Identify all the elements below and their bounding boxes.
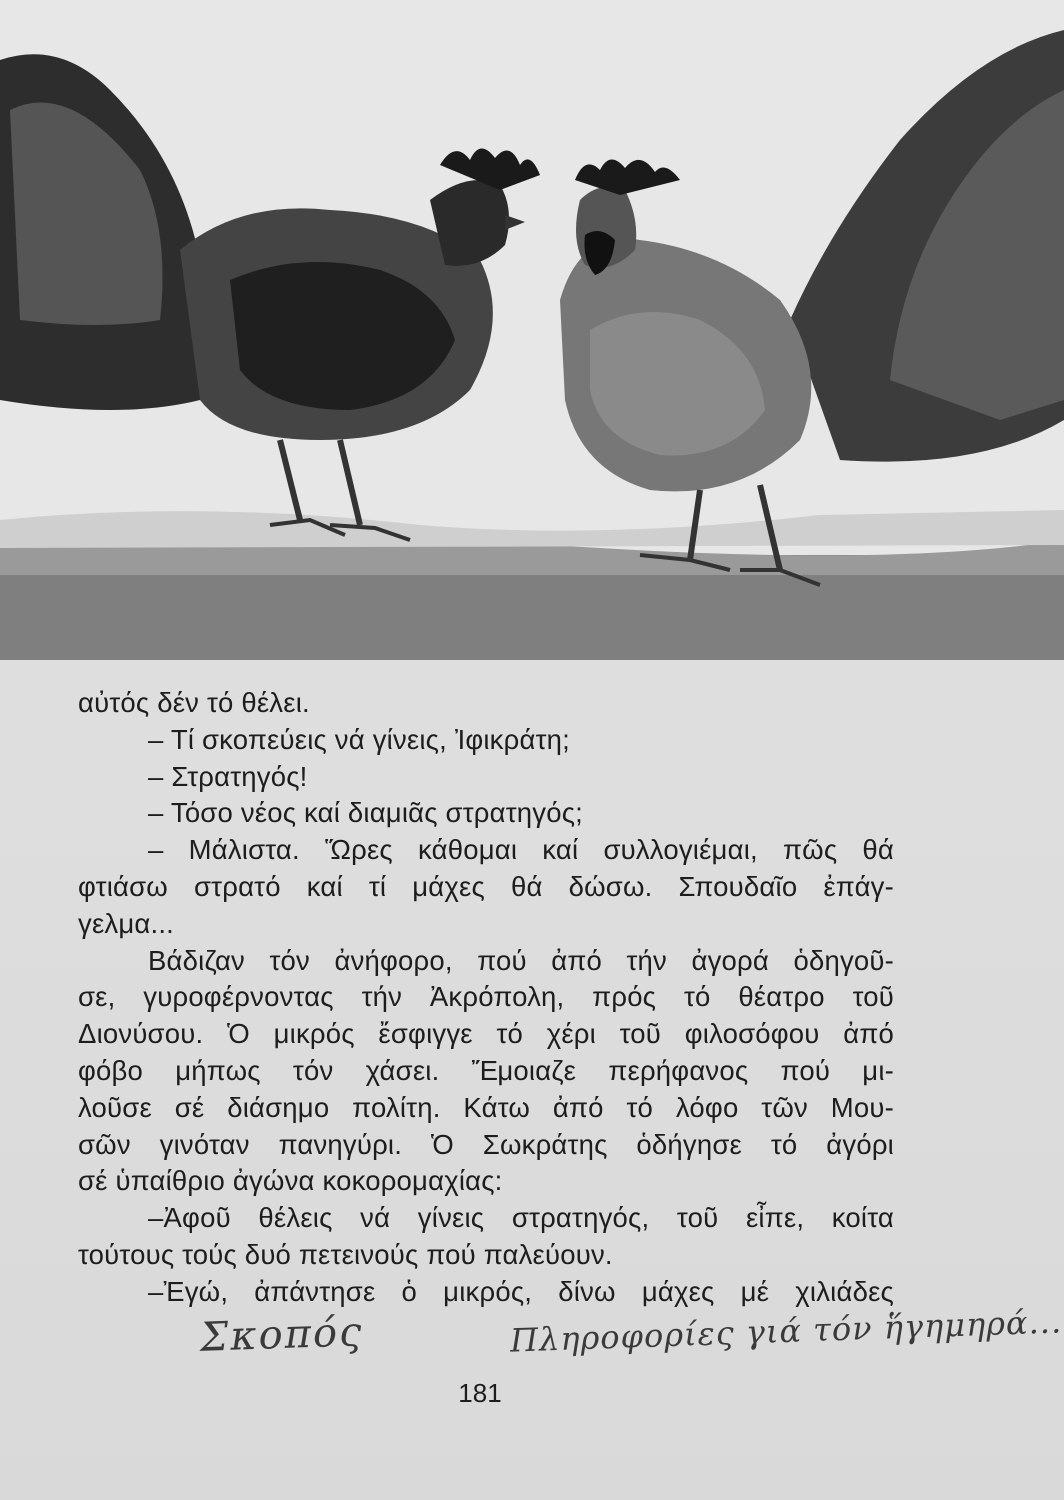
dialogue-line: – Τόσο νέος καί διαμιᾶς στρατηγός; bbox=[148, 797, 584, 829]
text-line: τούτους τούς δυό πετεινούς πού παλεύουν. bbox=[78, 1238, 613, 1270]
paragraph-line: Βάδιζαν τόν ἀνήφορο, πού ἀπό τήν ἀγορά ὁδηγοῦ- bbox=[148, 944, 894, 976]
dialogue-line: –Ἐγώ, ἀπάντησε ὁ μικρός, δίνω μάχες μέ χιλιάδες bbox=[148, 1275, 894, 1307]
page-number: 181 bbox=[458, 1378, 502, 1408]
dialogue-line: –Ἀφοῦ θέλεις νά γίνεις στρατηγός, τοῦ εἶπε, κοίτα bbox=[148, 1202, 894, 1234]
roosters-illustration bbox=[0, 0, 1064, 660]
handwritten-note-right: Πληροφορίες γιά τόν ἥγημηρά... bbox=[509, 1302, 1063, 1360]
text-line: γελμα... bbox=[78, 907, 175, 939]
text-line: φτιάσω στρατό καί τί μάχες θά δώσω. Σπουδαῖο ἐπάγ- bbox=[78, 870, 894, 902]
dialogue-line: – Μάλιστα. Ὥρες κάθομαι καί συλλογιέμαι, πῶς θά bbox=[148, 834, 894, 866]
text-line: σε, γυροφέρνοντας τήν Ἀκρόπολη, πρός τό θέατρο τοῦ bbox=[78, 981, 894, 1013]
handwritten-note-left: Σκοπός bbox=[199, 1309, 365, 1361]
text-line: Διονύσου. Ὁ μικρός ἔσφιγγε τό χέρι τοῦ φιλοσόφου ἀπό bbox=[78, 1018, 894, 1050]
text-line: λοῦσε σέ διάσημο πολίτη. Κάτω ἀπό τό λόφο τῶν Μου- bbox=[78, 1091, 894, 1123]
text-line: σῶν γινόταν πανηγύρι. Ὁ Σωκράτης ὁδήγησε τό ἀγόρι bbox=[78, 1128, 894, 1160]
roosters-drawing bbox=[0, 0, 1064, 660]
left-rooster bbox=[0, 54, 540, 540]
dialogue-line: – Τί σκοπεύεις νά γίνεις, Ἰφικράτη; bbox=[148, 723, 570, 755]
text-line: αὐτός δέν τό θέλει. bbox=[78, 687, 310, 718]
body-text bbox=[78, 685, 894, 1311]
text-line: σέ ὑπαίθριο ἀγώνα κοκορομαχίας: bbox=[78, 1165, 503, 1197]
dialogue-line: – Στρατηγός! bbox=[148, 760, 308, 792]
text-line: φόβο μήπως τόν χάσει. Ἔμοιαζε περήφανος πού μι- bbox=[78, 1054, 894, 1086]
right-rooster bbox=[560, 30, 1064, 585]
